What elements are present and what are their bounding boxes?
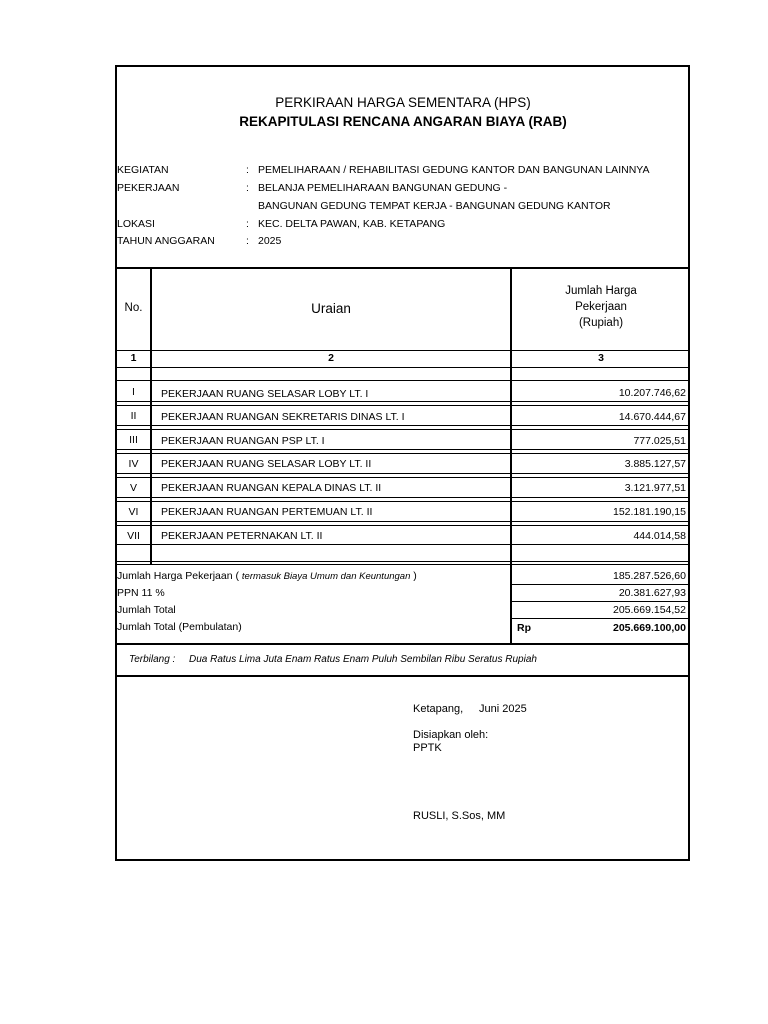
document-title: PERKIRAAN HARGA SEMENTARA (HPS) bbox=[275, 95, 531, 110]
row-uraian: PEKERJAAN PETERNAKAN LT. II bbox=[161, 530, 323, 542]
row-line bbox=[115, 367, 690, 368]
jumlah-harga-close: ) bbox=[413, 570, 417, 582]
terbilang-value: Dua Ratus Lima Juta Enam Ratus Enam Puluh Sembilan Ribu Seratus Rupiah bbox=[189, 654, 537, 665]
terbilang-label: Terbilang : bbox=[129, 654, 176, 665]
colon: : bbox=[246, 164, 249, 176]
row-jumlah: 14.670.444,67 bbox=[618, 411, 686, 423]
row-line bbox=[115, 425, 690, 426]
row-line bbox=[115, 453, 690, 454]
jumlah-harga-value: 185.287.526,60 bbox=[613, 570, 686, 582]
row-uraian: PEKERJAAN RUANG SELASAR LOBY LT. I bbox=[161, 388, 369, 400]
row-line bbox=[115, 561, 690, 562]
signature-date: Juni 2025 bbox=[479, 703, 527, 715]
col-index-2: 2 bbox=[328, 352, 334, 364]
row-line bbox=[510, 618, 690, 619]
col-index-3: 3 bbox=[598, 352, 604, 364]
row-line bbox=[510, 601, 690, 602]
row-line bbox=[510, 584, 690, 585]
pekerjaan-value-1: BELANJA PEMELIHARAAN BANGUNAN GEDUNG - bbox=[258, 182, 508, 194]
lokasi-label: LOKASI bbox=[117, 218, 155, 230]
pembulatan-value: 205.669.100,00 bbox=[613, 622, 686, 634]
kegiatan-value: PEMELIHARAAN / REHABILITASI GEDUNG KANTOR DAN BANGUNAN LAINNYA bbox=[258, 164, 650, 176]
currency-label: Rp bbox=[517, 622, 531, 634]
signature-place: Ketapang, bbox=[413, 703, 464, 715]
total-label: Jumlah Total bbox=[117, 604, 176, 616]
jumlah-harga-note: termasuk Biaya Umum dan Keuntungan bbox=[241, 571, 411, 582]
col-header-jumlah-2: Pekerjaan bbox=[575, 301, 627, 313]
row-line bbox=[115, 501, 690, 502]
row-line bbox=[115, 477, 690, 478]
row-no: VI bbox=[128, 506, 139, 518]
col-header-jumlah-1: Jumlah Harga bbox=[565, 285, 637, 297]
row-line bbox=[115, 401, 690, 402]
tahun-value: 2025 bbox=[258, 235, 282, 247]
row-no: IV bbox=[128, 458, 139, 470]
row-line bbox=[115, 473, 690, 474]
pekerjaan-label: PEKERJAAN bbox=[117, 182, 180, 194]
row-line bbox=[115, 525, 690, 526]
row-uraian: PEKERJAAN RUANGAN PSP LT. I bbox=[161, 435, 325, 447]
colon: : bbox=[246, 235, 249, 247]
row-no: III bbox=[129, 434, 138, 446]
colon: : bbox=[246, 182, 249, 194]
signature-prepared: Disiapkan oleh: bbox=[413, 729, 489, 741]
row-no: V bbox=[129, 482, 137, 494]
terbilang-bottom-line bbox=[115, 675, 690, 677]
row-line bbox=[115, 429, 690, 430]
row-no: VII bbox=[127, 530, 140, 542]
ppn-value: 20.381.627,93 bbox=[618, 587, 686, 599]
row-uraian: PEKERJAAN RUANGAN SEKRETARIS DINAS LT. I bbox=[161, 411, 405, 423]
row-no: I bbox=[132, 386, 135, 398]
row-line bbox=[115, 544, 690, 545]
totals-bottom-line bbox=[115, 643, 690, 645]
row-jumlah: 3.121.977,51 bbox=[624, 482, 686, 494]
col-header-jumlah-3: (Rupiah) bbox=[578, 317, 624, 329]
jumlah-harga-label bbox=[117, 570, 417, 582]
col-header-uraian: Uraian bbox=[311, 301, 351, 316]
col-index-1: 1 bbox=[130, 352, 137, 364]
row-line bbox=[115, 405, 690, 406]
row-jumlah: 444.014,58 bbox=[633, 530, 686, 542]
row-line bbox=[115, 380, 690, 381]
row-jumlah: 152.181.190,15 bbox=[613, 506, 686, 518]
kegiatan-label: KEGIATAN bbox=[117, 164, 169, 176]
colon: : bbox=[246, 218, 249, 230]
total-value: 205.669.154,52 bbox=[613, 604, 686, 616]
row-line bbox=[115, 497, 690, 498]
signature-name: RUSLI, S.Sos, MM bbox=[413, 810, 506, 822]
col-header-no: No. bbox=[124, 302, 143, 314]
signature-role: PPTK bbox=[413, 742, 442, 754]
lokasi-value: KEC. DELTA PAWAN, KAB. KETAPANG bbox=[258, 218, 446, 230]
row-jumlah: 10.207.746,62 bbox=[618, 387, 686, 399]
pembulatan-label: Jumlah Total (Pembulatan) bbox=[117, 621, 242, 633]
row-uraian: PEKERJAAN RUANGAN KEPALA DINAS LT. II bbox=[161, 482, 382, 494]
row-line bbox=[115, 449, 690, 450]
row-uraian: PEKERJAAN RUANG SELASAR LOBY LT. II bbox=[161, 458, 372, 470]
document-subtitle: REKAPITULASI RENCANA ANGARAN BIAYA (RAB) bbox=[239, 114, 567, 129]
pekerjaan-value-2: BANGUNAN GEDUNG TEMPAT KERJA - BANGUNAN GEDUNG KANTOR bbox=[258, 200, 611, 212]
row-line bbox=[115, 521, 690, 522]
jumlah-harga-label-text: Jumlah Harga Pekerjaan ( bbox=[117, 570, 239, 582]
ppn-label: PPN 11 % bbox=[117, 587, 165, 599]
row-line bbox=[115, 564, 690, 565]
row-jumlah: 3.885.127,57 bbox=[624, 458, 686, 470]
row-no: II bbox=[130, 410, 137, 422]
row-uraian: PEKERJAAN RUANGAN PERTEMUAN LT. II bbox=[161, 506, 373, 518]
row-jumlah: 777.025,51 bbox=[633, 435, 686, 447]
row-line bbox=[115, 350, 690, 351]
table-top-line bbox=[115, 267, 690, 269]
tahun-label: TAHUN ANGGARAN bbox=[117, 235, 215, 247]
